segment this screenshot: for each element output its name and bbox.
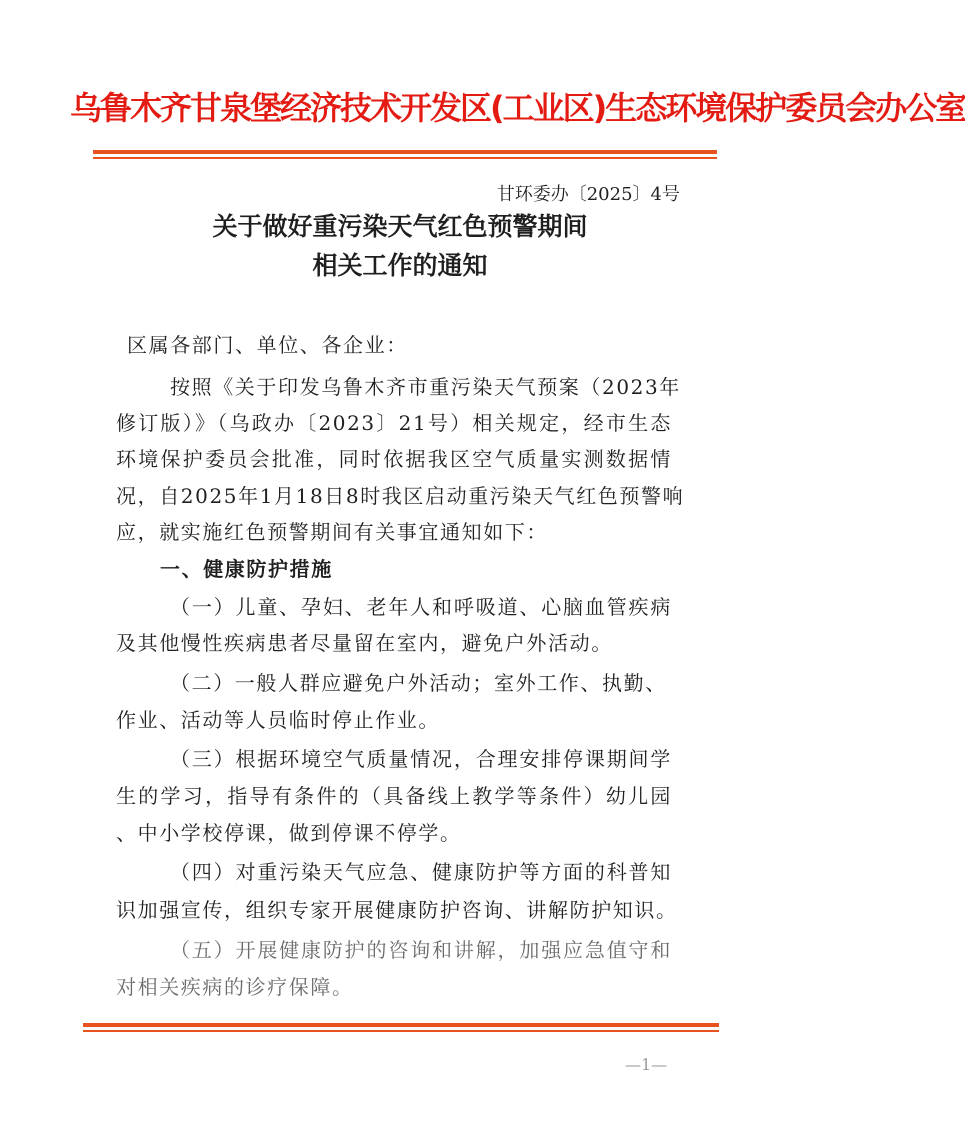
item-2-line-1: （二）一般人群应避免户外活动；室外工作、执勤、 xyxy=(170,671,667,695)
intro-line-1: 按照《关于印发乌鲁木齐市重污染天气预案（2023年 xyxy=(170,375,681,399)
footer-rule-thin xyxy=(83,1030,719,1032)
item-5-line-2: 对相关疾病的诊疗保障。 xyxy=(116,975,354,999)
footer-rule-thick xyxy=(83,1023,719,1027)
item-3-line-2: 生的学习，指导有条件的（具备线上教学等条件）幼儿园 xyxy=(116,784,672,808)
item-3-line-3: 、中小学校停课，做到停课不停学。 xyxy=(116,821,462,845)
intro-line-3: 环境保护委员会批准，同时依据我区空气质量实测数据情 xyxy=(116,447,672,471)
item-1-line-2: 及其他慢性疾病患者尽量留在室内，避免户外活动。 xyxy=(116,631,613,655)
document-title-line-1: 关于做好重污染天气红色预警期间 xyxy=(212,212,588,241)
item-1-line-1: （一）儿童、孕妇、老年人和呼吸道、心脑血管疾病 xyxy=(170,595,672,619)
salutation: 区属各部门、单位、各企业： xyxy=(127,333,408,357)
intro-line-4: 况，自2025年1月18日8时我区启动重污染天气红色预警响 xyxy=(116,484,685,508)
document-title-line-2: 相关工作的通知 xyxy=(312,251,488,280)
header-rule-thick xyxy=(93,150,717,154)
item-4-line-2: 识加强宣传，组织专家开展健康防护咨询、讲解防护知识。 xyxy=(116,898,678,922)
section-1-heading: 一、健康防护措施 xyxy=(160,557,333,581)
intro-line-2: 修订版）》（乌政办〔2023〕21号）相关规定，经市生态 xyxy=(116,411,672,435)
item-3-line-1: （三）根据环境空气质量情况，合理安排停课期间学 xyxy=(170,747,672,771)
item-2-line-2: 作业、活动等人员临时停止作业。 xyxy=(116,708,440,732)
org-header-title: 乌鲁木齐甘泉堡经济技术开发区(工业区)生态环境保护委员会办公室 xyxy=(70,89,965,127)
header-rule-thin xyxy=(93,157,717,159)
item-4-line-1: （四）对重污染天气应急、健康防护等方面的科普知 xyxy=(170,860,672,884)
item-5-line-1: （五）开展健康防护的咨询和讲解，加强应急值守和 xyxy=(170,938,672,962)
intro-line-5: 应，就实施红色预警期间有关事宜通知如下： xyxy=(116,520,548,544)
document-number: 甘环委办〔2025〕4号 xyxy=(496,184,680,205)
page-number: —1— xyxy=(625,1055,668,1074)
